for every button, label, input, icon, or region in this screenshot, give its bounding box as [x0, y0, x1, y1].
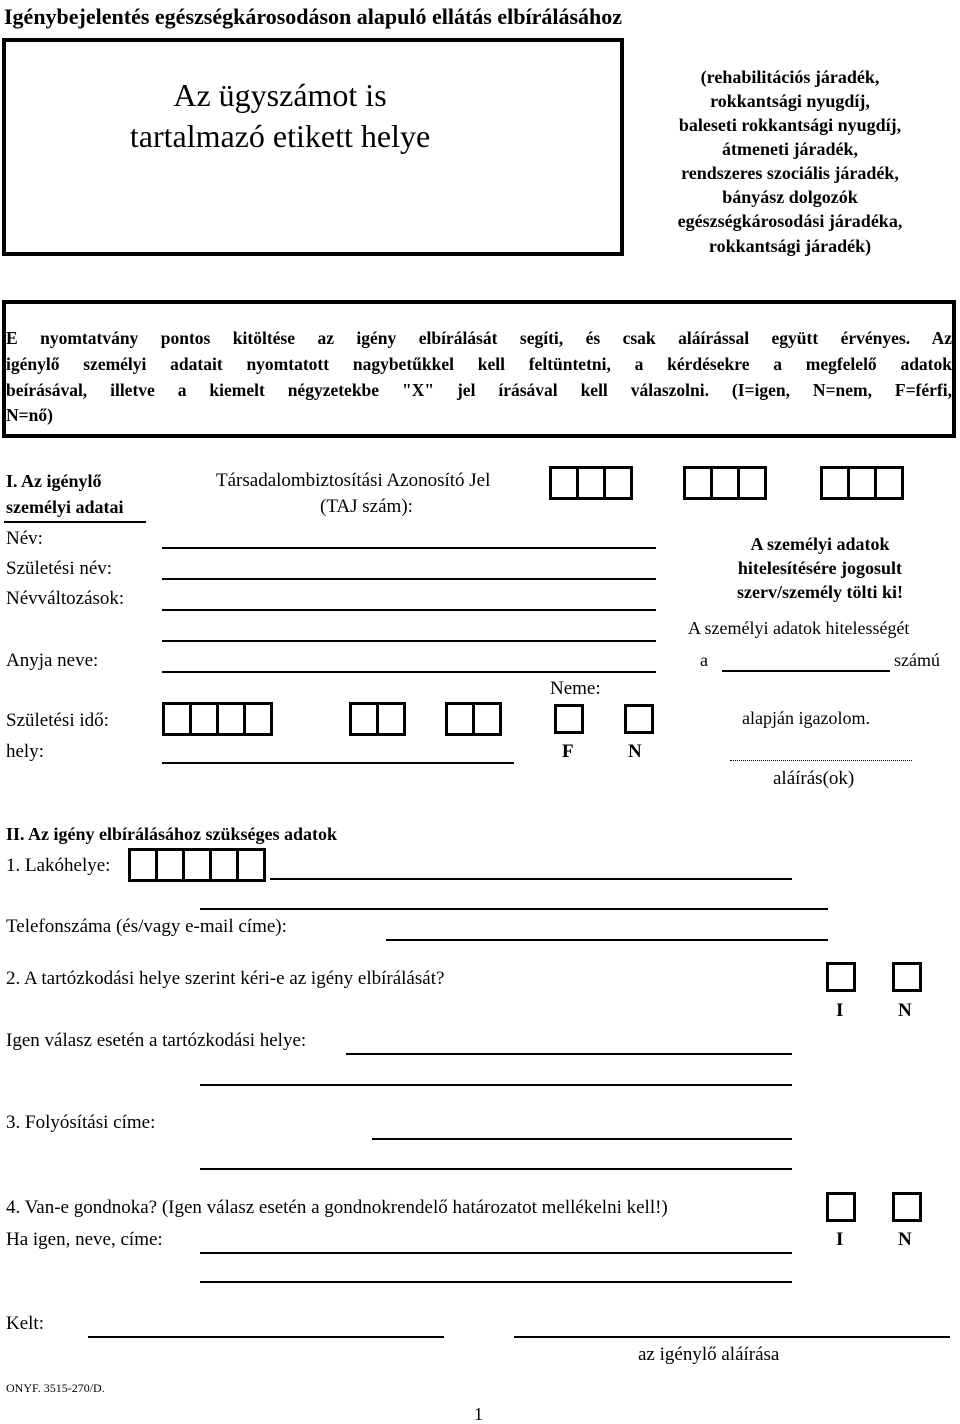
q4-yes-label: I [836, 1229, 844, 1250]
name-changes-field-2[interactable] [162, 640, 656, 642]
name-changes-field[interactable] [162, 609, 656, 611]
taj-digit-box[interactable] [847, 466, 877, 500]
gender-n-checkbox[interactable] [624, 704, 654, 734]
taj-digit-box[interactable] [683, 466, 713, 500]
birth-date-label: Születési idő: [6, 710, 109, 731]
auth-a: a [700, 650, 708, 670]
section2-title: II. Az igény elbírálásához szükséges adatok [6, 824, 338, 844]
date-label: Kelt: [6, 1313, 44, 1334]
taj-digit-box[interactable] [576, 466, 606, 500]
name-label: Név: [6, 528, 43, 549]
signature-field[interactable] [514, 1336, 950, 1338]
benefit-type: (rehabilitációs járadék, [700, 67, 880, 87]
birth-name-field[interactable] [162, 578, 656, 580]
auth-signature-label: aláírás(ok) [773, 768, 855, 789]
phone-label: Telefonszáma (és/vagy e-mail címe): [6, 916, 287, 937]
date-digit-box[interactable] [189, 702, 219, 736]
birth-place-field[interactable] [162, 762, 514, 764]
phone-field[interactable] [386, 939, 828, 941]
date-digit-box[interactable] [243, 702, 273, 736]
auth-heading: A személyi adatok [750, 534, 890, 554]
date-digit-box[interactable] [376, 702, 406, 736]
label-placeholder-line2: tartalmazó etikett helye [129, 118, 431, 154]
section1-divider [4, 521, 146, 523]
form-code: ONYF. 3515-270/D. [6, 1381, 105, 1395]
residence-label: 1. Lakóhelye: [6, 855, 111, 876]
auth-szamu: számú [894, 650, 940, 670]
q2-yes-label: I [836, 1000, 844, 1021]
q2-no-label: N [898, 1000, 912, 1021]
benefit-type: rokkantsági járadék) [708, 236, 872, 256]
taj-digit-box[interactable] [549, 466, 579, 500]
page-number: 1 [474, 1404, 483, 1424]
birth-year-boxes[interactable] [162, 702, 270, 736]
auth-document-number-field[interactable] [722, 670, 890, 672]
date-digit-box[interactable] [445, 702, 475, 736]
q2-label: 2. A tartózkodási helye szerint kéri-e az igény elbírálását? [6, 968, 445, 989]
postal-digit-box[interactable] [209, 848, 239, 882]
auth-text: A személyi adatok hitelességét [688, 618, 910, 638]
taj-digit-box[interactable] [820, 466, 850, 500]
q4-yes-name-label: Ha igen, neve, címe: [6, 1229, 163, 1250]
page-title: Igénybejelentés egészségkárosodáson alapuló ellátás elbírálásához [4, 4, 623, 29]
q2-address-field-2[interactable] [200, 1084, 792, 1086]
taj-digit-box[interactable] [603, 466, 633, 500]
name-changes-label: Névváltozások: [6, 588, 125, 609]
taj-label: Társadalombiztosítási Azonosító Jel [216, 470, 491, 491]
guardian-field-2[interactable] [200, 1281, 792, 1283]
birth-day-boxes[interactable] [445, 702, 499, 736]
instructions-line: igénylő személyi adatait nyomtatott nagybetűkkel kell feltüntetni, a kérdésekre a megfelelő adatok [6, 354, 952, 374]
q4-no-label: N [898, 1229, 912, 1250]
auth-text2: alapján igazolom. [742, 708, 870, 728]
taj-digit-box[interactable] [710, 466, 740, 500]
postal-digit-box[interactable] [128, 848, 158, 882]
q2-address-field[interactable] [346, 1053, 792, 1055]
q4-label: 4. Van-e gondnoka? (Igen válasz esetén a gondnokrendelő határozatot mellékelni kell!) [6, 1197, 668, 1218]
instructions-line: beírásával, illetve a kiemelt négyzetekbe "X" jel írásával kell válaszolni. (I=igen, N=nem, F=férfi, [6, 380, 952, 400]
q4-no-checkbox[interactable] [892, 1192, 922, 1222]
taj-input-group[interactable] [820, 466, 901, 500]
benefit-type: átmeneti járadék, [722, 139, 858, 159]
instructions-line: N=nő) [6, 405, 53, 425]
postal-digit-box[interactable] [155, 848, 185, 882]
q3-address-field[interactable] [372, 1138, 792, 1140]
q3-label: 3. Folyósítási címe: [6, 1112, 156, 1133]
instructions-line: E nyomtatvány pontos kitöltése az igény elbírálását segíti, és csak aláírással együtt érvényes. Az [6, 328, 952, 348]
date-digit-box[interactable] [162, 702, 192, 736]
section1-title: személyi adatai [6, 497, 124, 517]
benefit-type: baleseti rokkantsági nyugdíj, [678, 115, 902, 135]
date-field[interactable] [88, 1336, 444, 1338]
auth-signature-field[interactable] [730, 760, 912, 761]
benefit-type: rokkantsági nyugdíj, [710, 91, 870, 111]
taj-digit-box[interactable] [737, 466, 767, 500]
benefit-type: bányász dolgozók [722, 187, 858, 207]
taj-label: (TAJ szám): [320, 496, 413, 517]
taj-digit-box[interactable] [874, 466, 904, 500]
q3-address-field-2[interactable] [200, 1168, 792, 1170]
postal-digit-box[interactable] [182, 848, 212, 882]
mother-name-label: Anyja neve: [6, 650, 99, 671]
birth-name-label: Születési név: [6, 558, 113, 579]
name-field[interactable] [162, 547, 656, 549]
auth-heading: hitelesítésére jogosult [737, 558, 903, 578]
gender-label: Neme: [550, 678, 601, 699]
guardian-field[interactable] [200, 1252, 792, 1254]
date-digit-box[interactable] [216, 702, 246, 736]
section1-title: I. Az igénylő [6, 471, 102, 491]
mother-name-field[interactable] [162, 671, 656, 673]
postal-digit-box[interactable] [236, 848, 266, 882]
q2-yes-checkbox[interactable] [826, 962, 856, 992]
birth-place-label: hely: [6, 741, 44, 762]
benefit-type: egészségkárosodási járadéka, [677, 211, 903, 231]
q2-no-checkbox[interactable] [892, 962, 922, 992]
postal-code-boxes[interactable] [128, 848, 263, 882]
residence-field[interactable] [270, 878, 792, 880]
date-digit-box[interactable] [349, 702, 379, 736]
residence-field-2[interactable] [200, 908, 828, 910]
signature-label: az igénylő aláírása [638, 1344, 780, 1365]
gender-f-checkbox[interactable] [554, 704, 584, 734]
label-placeholder-line1: Az ügyszámot is [173, 77, 387, 113]
q2-yes-address-label: Igen válasz esetén a tartózkodási helye: [6, 1030, 307, 1051]
gender-f-label: F [562, 741, 574, 762]
taj-input-group[interactable] [549, 466, 630, 500]
birth-month-boxes[interactable] [349, 702, 403, 736]
benefit-type: rendszeres szociális járadék, [681, 163, 899, 183]
q4-yes-checkbox[interactable] [826, 1192, 856, 1222]
gender-n-label: N [628, 741, 642, 762]
date-digit-box[interactable] [472, 702, 502, 736]
taj-input-group[interactable] [683, 466, 764, 500]
auth-heading: szerv/személy tölti ki! [737, 582, 903, 602]
